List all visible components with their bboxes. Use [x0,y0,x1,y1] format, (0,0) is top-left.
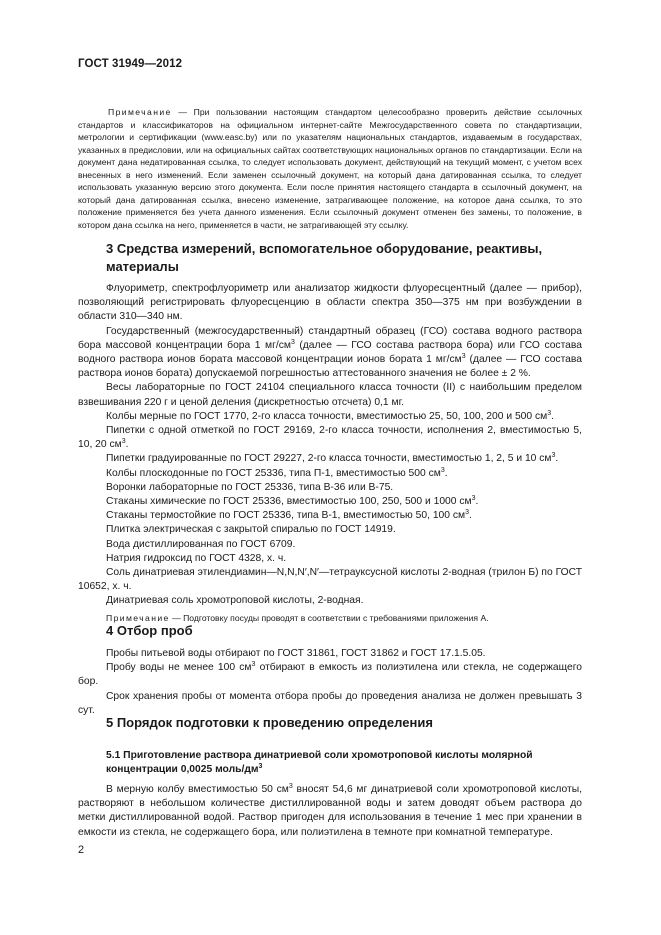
paragraph: Стаканы термостойкие по ГОСТ 25336, типа В-1, вместимостью 50, 100 $см^3$. [106,509,472,522]
document-header: ГОСТ 31949—2012 [78,58,183,70]
paragraph: Стаканы химические по ГОСТ 25336, вместимостью 100, 250, 500 и 1000 $см^3$. [106,495,479,508]
page-number: 2 [78,844,85,856]
subsection-5-1-title: 5.1 Приготовление раствора динатриевой соли хромотроповой кислоты молярной концентрации 0,0025 моль/$дм^3$ [106,750,533,776]
paragraph: Весы лабораторные по ГОСТ 24104 специального класса точности (II) с наибольшим пределом взвешивания 220 г и ценой деления (дискретностью отсчета) 0,1 мг. [78,382,582,408]
paragraph: Колбы мерные по ГОСТ 1770, 2-го класса точности, вместимостью 25, 50, 100, 200 и 500 $см^3$. [106,409,554,422]
note-label: Примечание [108,107,172,117]
section-5-title: 5 Порядок подготовки к проведению определения [106,715,433,730]
paragraph: Динатриевая соль хромотроповой кислоты, 2-водная. [106,595,364,607]
paragraph: Срок хранения пробы от момента отбора пробы до проведения анализа не должен превышать 3 сут. [78,690,582,716]
paragraph: Натрия гидроксид по ГОСТ 4328, х. ч. [106,552,287,564]
paragraph: Воронки лабораторные по ГОСТ 25336, типа В-36 или В-75. [106,481,394,493]
section-3-title: 3 Средства измерений, вспомогательное оборудование, реактивы, материалы [106,241,543,274]
paragraph: Пипетки градуированные по ГОСТ 29227, 2-го класса точности, вместимостью 1, 2, 5 и 10 $см^3$. [106,452,559,465]
paragraph: В мерную колбу вместимостью 50 $см^3$ вносят 54,6 мг динатриевой соли хромотроповой кислоты, растворяют в небольшом количестве дистиллированной воды и затем доводят объем раствора до метки дистиллированной водой. Раствор пригоден для использования в течение 1 мес при хранении в емкости из стекла, не содержащего бора, или полиэтилена в темноте при комнатной температуре. [78,783,582,838]
paragraph: Пробы питьевой воды отбирают по ГОСТ 31861, ГОСТ 31862 и ГОСТ 17.1.5.05. [106,648,486,659]
note-block [78,106,582,231]
paragraph: Пипетки с одной отметкой по ГОСТ 29169, 2-го класса точности, исполнения 2, вместимостью 5, 10, 20 $см^3$. [78,425,582,451]
section-3-body [78,282,582,624]
paragraph: Флуориметр, спектрофлуориметр или анализатор жидкости флуоресцентный (далее — прибор), позволяющий регистрировать флуоресценцию в области спектра 350—375 нм при возбуждении в области 310—340 нм. [78,283,582,323]
note-paragraph: Примечание — Подготовку посуды проводят в соответствии с требованиями приложения А. [106,612,489,623]
paragraph: Государственный (межгосударственный) стандартный образец (ГСО) состава водного раствора бора массовой концентрации бора 1 $мг/см^3$ (далее — ГСО состава раствора бора) или ГСО состава водного раствора ионов бората массовой концентрации ионов бората 1 $мг/см^3$ (далее — ГСО состава раствора ионов бората) допускаемой погрешностью аттестованного значения не более ± 2 %. [78,325,582,380]
paragraph: Плитка электрическая с закрытой спиралью по ГОСТ 14919. [106,524,396,536]
paragraph: Пробу воды не менее 100 $см^3$ отбирают в емкость из полиэтилена или стекла, не содержащего бор. [78,661,582,688]
note-text: — При пользовании настоящим стандартом целесообразно проверить действие ссылочных стандартов и классификаторов на официальном интернет-сайте Межгосударственного совета по стандартизации, метрологии и сертификации (www.easc.by) или по указателям национальных стандартов, издаваемым в государствах, указанных в предисловии, или на официальных сайтах соответствующих национальных органов по стандартизации. Если на документ дана недатированная ссылка, то следует использовать документ, действующий на текущий момент, с учетом всех внесенных в него изменений. Если заменен ссылочный документ, на который дана датированная ссылка, то следует использовать указанную версию этого документа. Если после принятия настоящего стандарта в ссылочный документ, на который дана датированная ссылка, внесено изменение, затрагивающее положение, на которое дана ссылка, то это положение применяется без учета данного изменения. Если ссылочный документ отменен без замены, то положение, в котором дана ссылка на него, применяется в части, не затрагивающей эту ссылку. [78,107,582,230]
section-5-body [78,783,582,840]
paragraph: Вода дистиллированная по ГОСТ 6709. [106,538,296,550]
section-4-body [78,647,582,718]
paragraph: Колбы плоскодонные по ГОСТ 25336, типа П-1, вместимостью 500 $см^3$. [106,466,448,479]
paragraph: Соль динатриевая этилендиамин—N,N,N′,N′—тетрауксусной кислоты 2-водная (трилон Б) по ГОСТ 10652, х. ч. [78,567,582,593]
section-4-title: 4 Отбор проб [106,623,193,638]
